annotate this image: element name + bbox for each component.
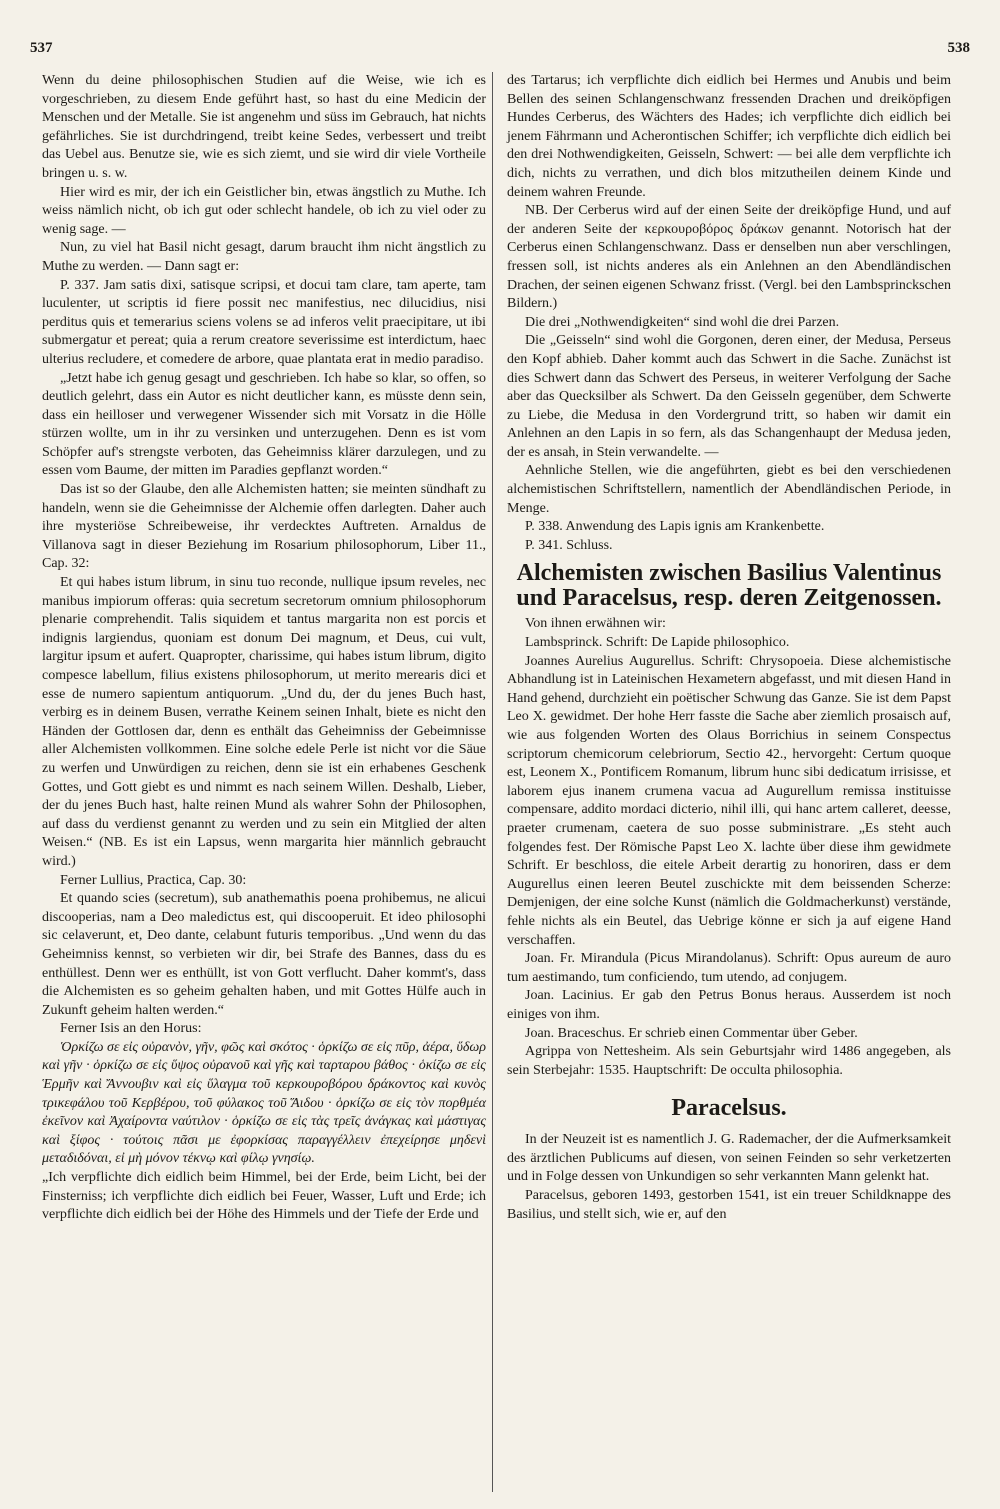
paragraph: Das ist so der Glaube, den alle Alchemisten hatten; sie meinten sündhaft zu handeln, wenn sie die Geheimnisse der Alchemie offen darlegten. Daher auch ihre mysteriöse Schreibeweise, ihr verdecktes Auftreten. Arnaldus de Villanova sagt in dieser Beziehung im Rosarium philosophorum, Liber 11., Cap. 32: xyxy=(42,482,486,572)
paragraph: „Ich verpflichte dich eidlich beim Himmel, bei der Erde, beim Licht, bei der Finsterniss; ich verpflichte dich eidlich bei Feuer, Wasser, Luft und Erde; ich verpflichte dich eidlich bei der Höhe des Himmels und der Tiefe der Erde und xyxy=(42,1170,486,1223)
paragraph: Agrippa von Nettesheim. Als sein Geburtsjahr wird 1486 angegeben, als sein Sterbejahr: 1535. Hauptschrift: De occulta philosophia. xyxy=(507,1044,951,1078)
column-divider xyxy=(492,72,493,1492)
paragraph: Ferner Lullius, Practica, Cap. 30: xyxy=(60,872,247,888)
paragraph: NB. Der Cerberus wird auf der einen Seite der dreiköpfige Hund, und auf der anderen Seite der κερκουροβόρος δράκων genannt. Notorisch hat der Cerberus einen Schlangenschwanz. Dass er denselben nun aber verschlingen, fressen soll, ist nichts anderes als ein Anlehnen an den Abendländischen Drachen, der seinen eigenen Schwanz frisst. (Vergl. bei den Lambsprinckschen Bildern.) xyxy=(507,203,951,312)
paragraph: Paracelsus, geboren 1493, gestorben 1541, ist ein treuer Schildknappe des Basilius, und stellt sich, wie er, auf den xyxy=(507,1188,951,1222)
paragraph: P. 337. Jam satis dixi, satisque scripsi, et docui tam clare, tam aperte, tam luculenter, ut scriptis id fiere possit nec manifestius, nec dilucidius, nisi perditus quis et temerarius sciens volens se ad inferos velit praecipitare, ut ibi submergatur et pereat; quia a rerum creatore severissime est interdictum, haec ulterius recludere, et comedere de arbore, quae plantata erat in medio paradiso. xyxy=(42,277,486,367)
paragraph: Joan. Braceschus. Er schrieb einen Commentar über Geber. xyxy=(525,1025,858,1041)
paragraph: Joan. Lacinius. Er gab den Petrus Bonus heraus. Ausserdem ist noch einiges von ihm. xyxy=(507,988,951,1022)
paragraph: Et quando scies (secretum), sub anathemathis poena prohibemus, ne alicui discooperias, nam a Deo maledictus est, qui discooperuit. Et ideo philosophi sic celaverunt, et, Deo dante, celabunt futuris temporibus. „Und wenn du das Geheimniss kennst, so verbieten wir dir, bei Strafe des Bannes, dass du es enthüllest. Denn wer es enthüllt, ist von Gott verflucht. Daher kommt's, dass die Alchemisten es so geheim gehalten haben, und mit Gottes Hülfe auch in Zukunft geheim halten werden.“ xyxy=(42,891,486,1018)
paragraph: des Tartarus; ich verpflichte dich eidlich bei Hermes und Anubis und beim Bellen des seinen Schlangenschwanz fressenden Drachen und dreiköpfigen Hundes Cerberus, des Wächters des Hades; ich verpflichte dich eidlich bei jenem Fährmann und Acherontischen Schiffer; ich verpflichte dich eidlich bei den drei Nothwendigkeiten, Geisseln, Schwert: — bei alle dem verpflichte ich dich, nichts zu verrathen, und dich blos mitzutheilen deinem Kinde und deinem wahren Freunde. xyxy=(507,73,951,200)
paragraph: Nun, zu viel hat Basil nicht gesagt, darum braucht ihm nicht ängstlich zu Muthe zu werden. — Dann sagt er: xyxy=(42,240,486,274)
paragraph: Joan. Fr. Mirandula (Picus Mirandolanus). Schrift: Opus aureum de auro tum aestimando, tum conficiendo, tum utendo, ad conjugem. xyxy=(507,951,951,985)
paragraph: Wenn du deine philosophischen Studien auf die Weise, wie ich es vorgeschrieben, zu diesem Ende geführt hast, so hast du eine Medicin der Menschen und der Metalle. Sie ist angenehm und süss im Gebrauch, hat nichts gefährliches. Sie ist durchdringend, treibt keine Sedes, verbessert und treibt das Uebel aus. Benutze sie, wie es sich ziemt, und sie wird dir viele Vortheile bringen u. s. w. xyxy=(42,73,486,181)
page-number-right: 538 xyxy=(947,40,970,56)
paragraph: Aehnliche Stellen, wie die angeführten, giebt es bei den verschiedenen alchemistischen Schriftstellern, namentlich der Abendländischen Periode, in Menge. xyxy=(507,463,951,516)
paragraph: Ferner Isis an den Horus: xyxy=(60,1021,202,1037)
right-column xyxy=(507,72,951,1224)
page-number-left: 537 xyxy=(30,40,53,56)
paragraph: P. 341. Schluss. xyxy=(525,537,613,553)
paragraph: „Jetzt habe ich genug gesagt und geschrieben. Ich habe so klar, so offen, so deutlich gelehrt, dass ein Autor es nicht deutlicher kann, es müsste denn sein, dass ein heilloser und verwegener Wissender sich mit Vorsatz in die Hölle stürzen wollte, um in ihr zu versinken und unterzugehen. Denn es ist vom Schöpfer auf's strengste verboten, das Geheimniss klärer darzulegen, und zu essen vom Baume, der mitten im Paradies gepflanzt worden.“ xyxy=(42,370,486,479)
greek-quotation: Ὁρκίζω σε εἰς οὐρανὸν, γῆν, φῶς καὶ σκότος · ὁρκίζω σε εἰς πῦρ, ἀέρα, ὕδωρ καὶ γῆν · ὁρκίζω σε εἰς ὕψος οὐρανοῦ καὶ γῆς καὶ ταρταρου βάθος · ὁκίζω σε εἰς Ἑρμῆν καὶ Ἄννουβιν καὶ εἰς ὕλαγμα τοῦ κερκουροβόρου δράκοντος καὶ κυνὸς τρικεφάλου τοῦ Κερβέρου, τοῦ φύλακος τοῦ Ἅιδου · ὁρκίζω σε εἰς τὸν πορθμέα ἐκεῖνον καὶ Ἀχαίροντα ναύτιλον · ὁρκίζω σε εἰς τὰς τρεῖς ἀνάγκας καὶ μάστιγας καὶ ξίφος · τούτοις πᾶσι με ἐφορκίσας παραγγέλλειν ἐπεχείρησε μηδενὶ μεταδιδόναι, εἰ μὴ μόνον τέκνῳ καὶ φίλῳ γνησίῳ. xyxy=(42,1039,486,1167)
paragraph: Hier wird es mir, der ich ein Geistlicher bin, etwas ängstlich zu Muthe. Ich weiss nämlich nicht, ob ich gut oder schlecht handele, ob ich zu viel oder zu wenig sage. — xyxy=(42,184,486,237)
section-heading-alchemisten: Alchemisten zwischen Basilius Valentinus und Paracelsus, resp. deren Zeitgenossen. xyxy=(516,560,942,612)
paragraph: Joannes Aurelius Augurellus. Schrift: Chrysopoeia. Diese alchemistische Abhandlung ist in Lateinischen Hexametern abgefasst, und mit diesen Hand in Hand gehend, durchzieht ein poëtischer Schwung das Ganze. Sie ist dem Papst Leo X. gewidmet. Der hohe Herr fasste die Sache aber ziemlich prosaisch auf, wie aus folgenden Worten des Olaus Borrichius in seinem Conspectus scriptorum chemicorum celebriorum, Sectio 42., hervorgeht: Certum quoque est, Leonem X., Pontificem Romanum, librum hunc sibi dedicatum irrisisse, et laborem ejus inanem crumena vacua ad Augurellum remissa instituisse compensare, addito mordaci dicterio, nihil illi, qui hanc artem calleret, deesse, praeter crumenam, caetera de suo posse subministrare. „Es steht auch folgendes fest. Der Römische Papst Leo X. lachte über diese ihm gewidmete Schrift. Er beschloss, die eitele Arbeit derartig zu honoriren, dass er dem Augurellus einen leeren Beutel zuschickte mit dem beissenden Scherze: Demjenigen, der eine solche Kunst (nämlich die Goldmacherkunst) verstände, fehle nichts als ein Beutel, das Uebrige könne er sich ja auf eigene Hand verschaffen. xyxy=(507,653,951,948)
left-column xyxy=(42,72,486,1225)
paragraph: Et qui habes istum librum, in sinu tuo reconde, nullique ipsum reveles, nec manibus impiorum offeras: quia secretum secretorum omnium philosophorum plenarie comprehendit. Talis siquidem et tantus margarita non est porcis et indignis largiendus, quoniam est donum Dei magnum, et Deus, cui vult, largitur ipsum et aufert. Quapropter, charissime, qui habes istum librum, digito compesce labellum, filius existens philosophorum, ut merito merearis dici et esse de numero sapientum antiquorum. „Und du, der du jenes Buch hast, verbirg es in deinem Busen, verrathe Keinem seinen Inhalt, biete es nicht den Händen der Gottlosen dar, denn es enthält das Geheimniss der Gebeimnisse aller Alchemisten vollkommen. Eine solche edele Perle ist nicht vor die Säue zu werfen und Unwürdigen zu reichen, denn sie ist ein erhabenes Geschenk Gottes, und Gott giebt es und nimmt es nach seinem Willen. Deshalb, Lieber, der du jenes Buch hast, halte reinen Mund als wahrer Sohn der Philosophen, auf dass du verdienst genannt zu werden und zu sein ein Mitglied der alten Weisen.“ (NB. Es ist ein Lapsus, wenn margarita hier männlich gebraucht wird.) xyxy=(42,575,486,869)
paragraph: Lambsprinck. Schrift: De Lapide philosophico. xyxy=(525,635,790,651)
section-heading-paracelsus: Paracelsus. xyxy=(671,1095,787,1122)
paragraph: In der Neuzeit ist es namentlich J. G. Rademacher, der die Aufmerksamkeit des ärztlichen Publicums auf diesen, von seinen Feinden so sehr verketzerten und in Folge dessen von Unkundigen so sehr verkannten Mann gelenkt hat. xyxy=(507,1132,951,1185)
paragraph: Die drei „Nothwendigkeiten“ sind wohl die drei Parzen. xyxy=(525,314,840,330)
paragraph: Die „Geisseln“ sind wohl die Gorgonen, deren einer, der Medusa, Perseus den Kopf abhieb. Daher kommt auch das Schwert in die Sache. Zunächst ist dies Schwert dann das Schwert des Perseus, in weiterer Verfolgung der Sache aber das Quecksilber als Schwert. Da den Geisseln gegenüber, dem Schwerte zu Liebe, die Medusa in den Vordergrund tritt, so haben wir damit ein Anlehnen an den Lapis in so fern, als das Schangenhaupt der Medusa jeden, der es ansah, in Stein verwandelte. — xyxy=(507,333,951,460)
paragraph: Von ihnen erwähnen wir: xyxy=(525,616,666,632)
paragraph: P. 338. Anwendung des Lapis ignis am Krankenbette. xyxy=(525,519,825,535)
